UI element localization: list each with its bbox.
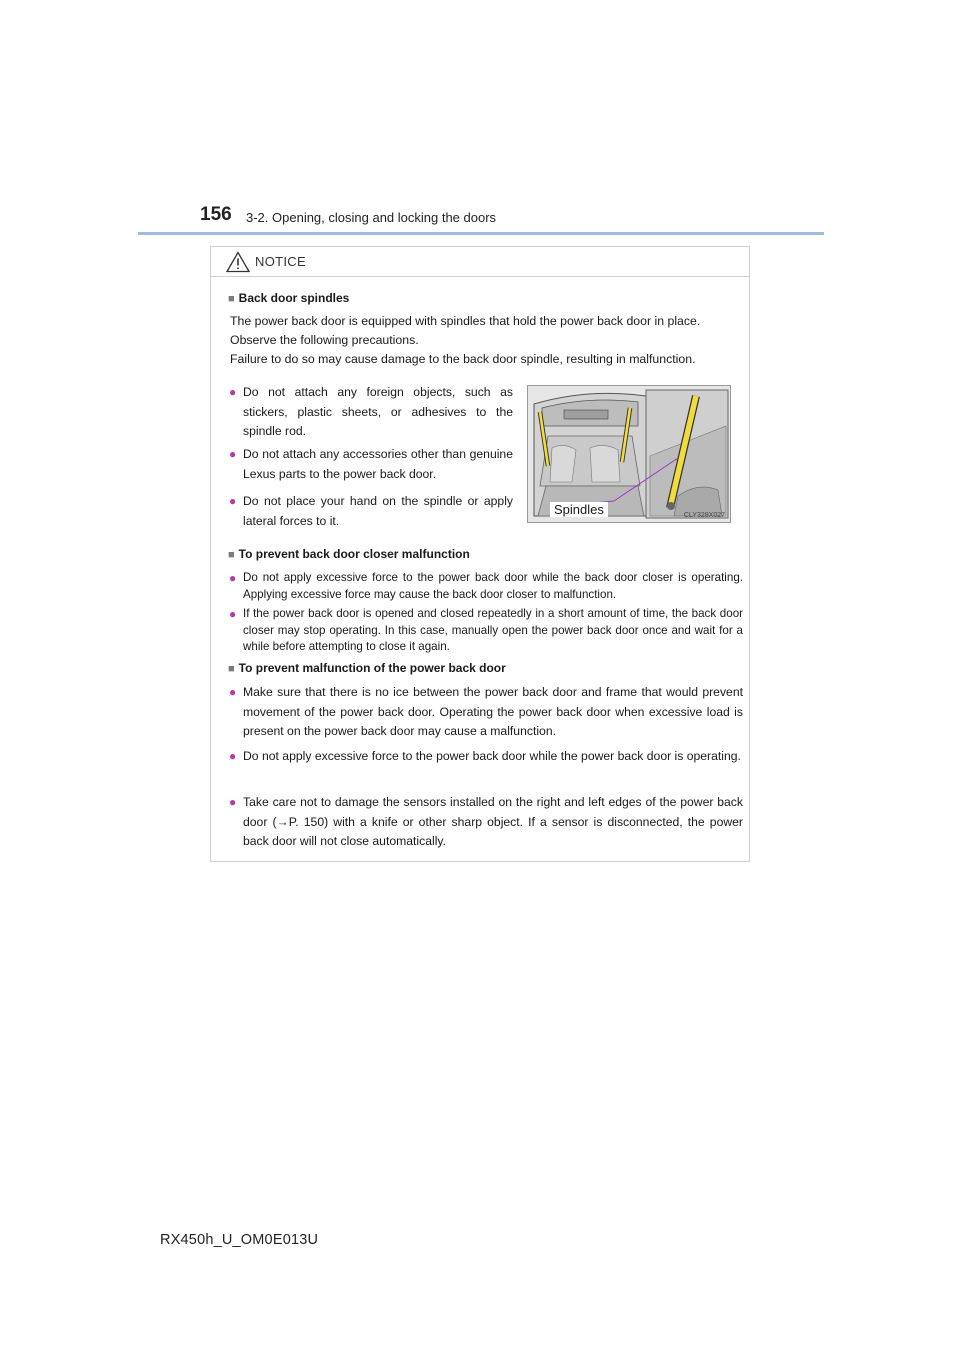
notice-header: [211, 247, 749, 277]
bullet-dot-icon: ●: [229, 447, 237, 461]
heading-back-door-closer: ■ To prevent back door closer malfunction: [228, 547, 470, 561]
square-bullet-icon: ■: [228, 663, 235, 675]
heading-back-door-spindles: ■ Back door spindles: [228, 291, 350, 305]
paragraph-line: The power back door is equipped with spindles that hold the power back door in place.: [230, 314, 701, 328]
square-bullet-icon: ■: [228, 549, 235, 561]
heading-power-back-door-malfunction: ■ To prevent malfunction of the power back door: [228, 661, 506, 675]
warning-triangle-icon: [226, 251, 250, 273]
page-header: [138, 204, 824, 236]
bullet-dot-icon: ●: [229, 749, 237, 763]
notice-title: NOTICE: [255, 254, 306, 269]
paragraph-line: Failure to do so may cause damage to the back door spindle, resulting in malfunction.: [230, 352, 696, 366]
page-number: 156: [200, 204, 232, 225]
list-item: ● Do not attach any foreign objects, such as stickers, plastic sheets, or adhesives to the spindle rod.: [229, 385, 513, 438]
footer-model-code: RX450h_U_OM0E013U: [160, 1232, 319, 1248]
bullet-dot-icon: ●: [229, 685, 237, 699]
bullet-dot-icon: ●: [229, 607, 237, 621]
bullet-dot-icon: ●: [229, 571, 237, 585]
spindles-illustration: [527, 385, 731, 523]
notice-box: [210, 246, 750, 862]
spindles-label: Spindles: [550, 502, 608, 517]
list-item: ● If the power back door is opened and closed repeatedly in a short amount of time, the back door closer may stop operating. In this case, manually open the power back door once and wait for a while before attempting to close it again.: [229, 607, 743, 653]
list-item: ● Do not apply excessive force to the power back door while the back door closer is operating. Applying excessive force may cause the back door closer to malfunction.: [229, 571, 743, 601]
list-item: ● Do not place your hand on the spindle or apply lateral forces to it.: [229, 494, 513, 528]
square-bullet-icon: ■: [228, 293, 235, 305]
header-rule: [138, 232, 824, 235]
section-title: 3-2. Opening, closing and locking the doors: [246, 210, 497, 225]
list-item: ● Do not apply excessive force to the power back door while the power back door is operating.: [243, 747, 743, 767]
bullet-dot-icon: ●: [229, 494, 237, 508]
bullet-dot-icon: ●: [229, 795, 237, 809]
list-item: ● Do not attach any accessories other than genuine Lexus parts to the power back door.: [229, 447, 513, 481]
list-item: ● Take care not to damage the sensors installed on the right and left edges of the power back door (→P. 150) with a knife or other sharp object. If a sensor is disconnected, the power back door will not close automatically.: [229, 795, 743, 848]
list-item: ● Make sure that there is no ice between the power back door and frame that would prevent movement of the power back door. Operating the power back door when excessive load is present on the power back door may cause a malfunction.: [229, 685, 743, 738]
figure-code: CLY328X027: [683, 512, 725, 519]
paragraph-line: Observe the following precautions.: [230, 333, 419, 347]
bullet-dot-icon: ●: [229, 385, 237, 399]
